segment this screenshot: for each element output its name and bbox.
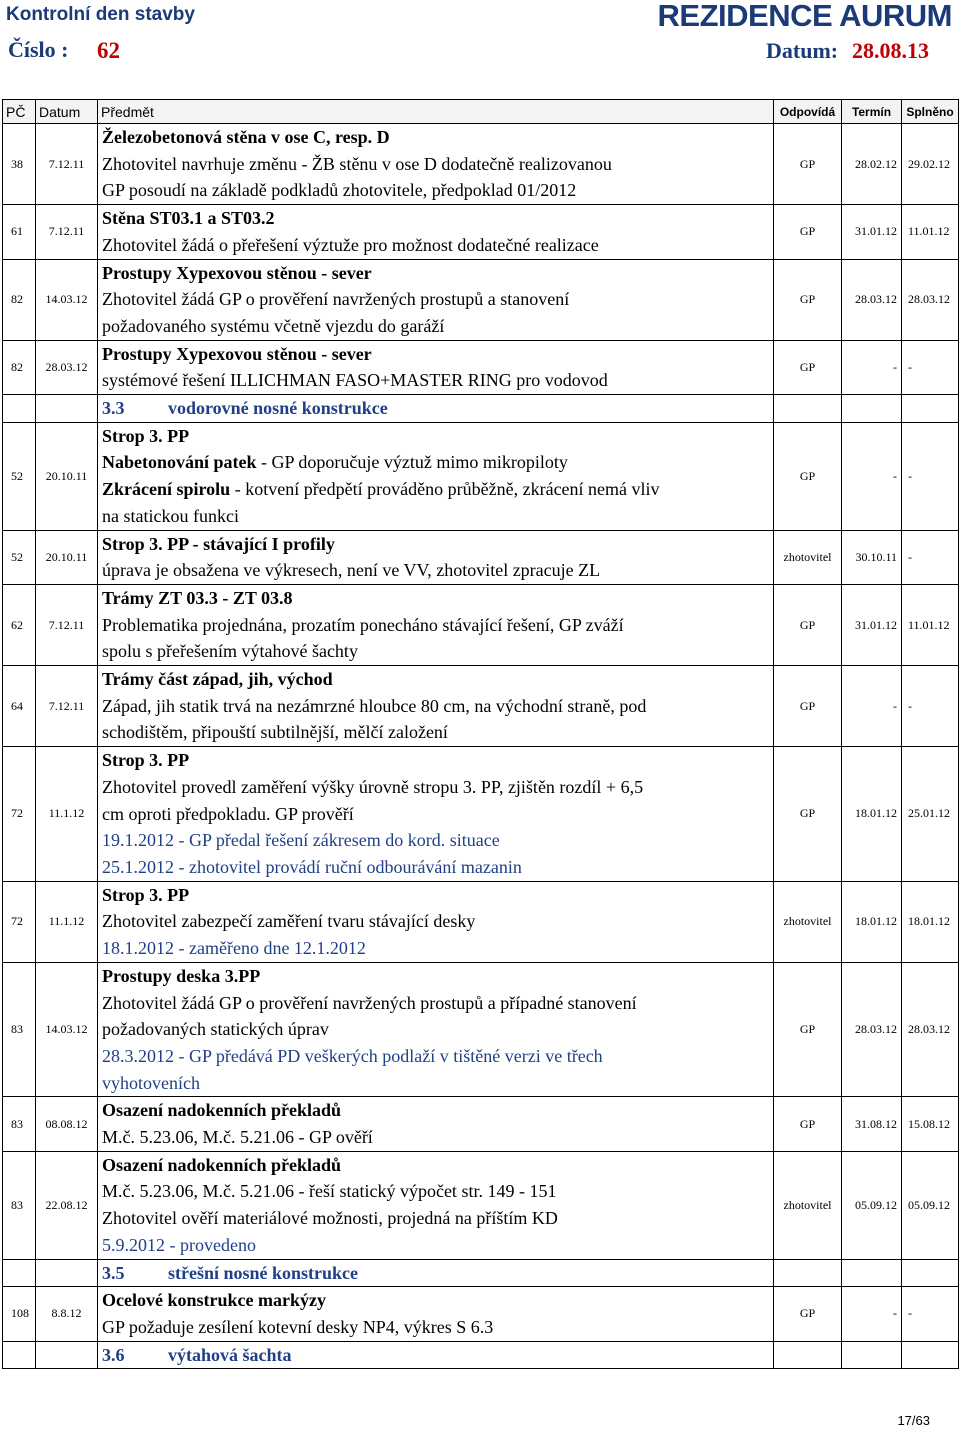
section-row [3, 1341, 959, 1369]
row-deadline: - [842, 666, 902, 747]
subject-line: M.č. 5.23.06, M.č. 5.21.06 - GP ověří [102, 1127, 373, 1148]
row-pc: 82 [3, 259, 36, 340]
row-pc: 62 [3, 584, 36, 665]
row-deadline: 28.02.12 [842, 124, 902, 205]
subject-heading: Strop 3. PP [102, 750, 190, 771]
row-responsible: GP [774, 962, 842, 1097]
row-deadline: 18.01.12 [842, 747, 902, 882]
row-deadline: - [842, 340, 902, 394]
table-header-row [3, 100, 959, 124]
col-header-predmet: Předmět [98, 100, 774, 124]
subject-line: Zhotovitel žádá GP o prověření navržených prostupů a případné stanovení [102, 992, 637, 1013]
row-date: 14.03.12 [36, 259, 98, 340]
minutes-table [2, 99, 959, 1369]
row-completed: 11.01.12 [902, 205, 959, 259]
subject-term: Zkrácení spirolu [102, 479, 231, 500]
row-completed: - [902, 340, 959, 394]
subject-update: 5.9.2012 - provedeno [102, 1234, 256, 1255]
row-subject [98, 881, 774, 962]
subject-heading: Strop 3. PP [102, 884, 190, 905]
subject-update: 19.1.2012 - GP předal řešení zákresem do kord. situace [102, 830, 500, 851]
row-date: 08.08.12 [36, 1097, 98, 1151]
row-responsible: zhotovitel [774, 881, 842, 962]
row-responsible: GP [774, 584, 842, 665]
col-header-splneno: Splněno [902, 100, 959, 124]
subject-line: požadovaného systému včetně vjezdu do garáží [102, 315, 445, 336]
row-responsible: GP [774, 747, 842, 882]
table-row [3, 584, 959, 665]
subject-heading: Osazení nadokenních překladů [102, 1154, 342, 1175]
row-pc: 72 [3, 747, 36, 882]
row-date: 11.1.12 [36, 881, 98, 962]
row-date: 20.10.11 [36, 530, 98, 584]
row-date: 28.03.12 [36, 340, 98, 394]
subject-line: požadovaných statických úprav [102, 1019, 329, 1040]
row-responsible: GP [774, 422, 842, 530]
table-row [3, 422, 959, 530]
row-pc: 83 [3, 1097, 36, 1151]
table-row [3, 962, 959, 1097]
row-responsible: GP [774, 340, 842, 394]
subject-line: GP požaduje zesílení kotevní desky NP4, výkres S 6.3 [102, 1316, 494, 1337]
row-completed: 28.03.12 [902, 962, 959, 1097]
subject-line: GP posoudí na základě podkladů zhotovitele, předpoklad 01/2012 [102, 180, 577, 201]
table-row [3, 530, 959, 584]
row-deadline: 31.08.12 [842, 1097, 902, 1151]
row-deadline: 05.09.12 [842, 1151, 902, 1259]
section-number: 3.6 [102, 1344, 125, 1365]
row-pc: 72 [3, 881, 36, 962]
row-subject [98, 584, 774, 665]
row-deadline: 31.01.12 [842, 205, 902, 259]
subject-line: Zhotovitel žádá o přeřešení výztuže pro možnost dodatečné realizace [102, 234, 599, 255]
section-title: střešní nosné konstrukce [168, 1262, 359, 1283]
subject-heading: Strop 3. PP - stávající I profily [102, 533, 335, 554]
col-header-termin: Termín [842, 100, 902, 124]
table-row [3, 747, 959, 882]
subject-line: Problematika projednána, prozatím ponecháno stávající řešení, GP zváží [102, 614, 624, 635]
table-row [3, 1287, 959, 1341]
section-heading [98, 1259, 774, 1287]
row-subject [98, 205, 774, 259]
section-heading [98, 395, 774, 423]
section-title: výtahová šachta [168, 1344, 292, 1365]
row-deadline: 31.01.12 [842, 584, 902, 665]
row-responsible: zhotovitel [774, 530, 842, 584]
row-pc: 61 [3, 205, 36, 259]
subject-line: schodištěm, připouští subtilnější, mělčí založení [102, 722, 448, 743]
row-pc: 38 [3, 124, 36, 205]
row-responsible: GP [774, 124, 842, 205]
section-row [3, 1259, 959, 1287]
subject-update: vyhotoveních [102, 1072, 200, 1093]
row-completed: 18.01.12 [902, 881, 959, 962]
row-responsible: GP [774, 1287, 842, 1341]
row-date: 7.12.11 [36, 584, 98, 665]
col-header-odpovida: Odpovídá [774, 100, 842, 124]
subject-update: 28.3.2012 - GP předává PD veškerých podlaží v tištěné verzi ve třech [102, 1045, 603, 1066]
row-date: 7.12.11 [36, 666, 98, 747]
table-row [3, 340, 959, 394]
col-header-datum: Datum [36, 100, 98, 124]
row-subject [98, 747, 774, 882]
subject-line: spolu s přeřešením výtahové šachty [102, 641, 358, 662]
row-completed: 25.01.12 [902, 747, 959, 882]
table-row [3, 259, 959, 340]
row-deadline: 18.01.12 [842, 881, 902, 962]
subject-line: cm oproti předpokladu. GP prověří [102, 803, 354, 824]
row-responsible: GP [774, 259, 842, 340]
row-date: 22.08.12 [36, 1151, 98, 1259]
section-heading [98, 1341, 774, 1369]
row-pc: 52 [3, 422, 36, 530]
row-date: 8.8.12 [36, 1287, 98, 1341]
document-title: Kontrolní den stavby [6, 4, 195, 25]
row-responsible: GP [774, 1097, 842, 1151]
row-pc: 108 [3, 1287, 36, 1341]
row-completed: - [902, 1287, 959, 1341]
table-row [3, 1097, 959, 1151]
row-deadline: 28.03.12 [842, 259, 902, 340]
subject-update: 18.1.2012 - zaměřeno dne 12.1.2012 [102, 938, 366, 959]
number-label: Číslo : [8, 37, 69, 62]
subject-heading: Železobetonová stěna v ose C, resp. D [102, 127, 390, 147]
row-completed: 28.03.12 [902, 259, 959, 340]
date-value: 28.08.13 [852, 38, 929, 63]
row-subject [98, 530, 774, 584]
row-pc: 82 [3, 340, 36, 394]
row-responsible: GP [774, 666, 842, 747]
row-date: 20.10.11 [36, 422, 98, 530]
subject-update: 25.1.2012 - zhotovitel provádí ruční odbourávání mazanin [102, 856, 522, 877]
subject-heading: Prostupy Xypexovou stěnou - sever [102, 262, 372, 283]
subject-heading: Trámy ZT 03.3 - ZT 03.8 [102, 587, 293, 608]
project-brand: REZIDENCE AURUM [657, 0, 952, 33]
row-completed: 05.09.12 [902, 1151, 959, 1259]
subject-heading: Osazení nadokenních překladů [102, 1100, 342, 1121]
subject-text: - kotvení předpětí prováděno průběžně, zkrácení nemá vliv [230, 479, 660, 500]
subject-heading: Trámy část západ, jih, východ [102, 669, 333, 690]
row-completed: 15.08.12 [902, 1097, 959, 1151]
subject-line [102, 449, 773, 476]
table-row [3, 1151, 959, 1259]
subject-line: systémové řešení ILLICHMAN FASO+MASTER RING pro vodovod [102, 370, 608, 391]
row-completed: - [902, 666, 959, 747]
page-number: 17/63 [897, 1413, 930, 1428]
subject-heading: Strop 3. PP [102, 425, 190, 446]
subject-line: Zhotovitel provedl zaměření výšky úrovně stropu 3. PP, zjištěn rozdíl + 6,5 [102, 776, 644, 797]
subject-line: na statickou funkci [102, 505, 239, 526]
section-row [3, 395, 959, 423]
subject-term: Nabetonování patek [102, 452, 257, 473]
number-value: 62 [97, 38, 120, 63]
row-date: 7.12.11 [36, 124, 98, 205]
subject-line: Zhotovitel žádá GP o prověření navržených prostupů a stanovení [102, 289, 570, 310]
row-completed: - [902, 422, 959, 530]
subject-line: úprava je obsažena ve výkresech, není ve VV, zhotovitel zpracuje ZL [102, 560, 601, 581]
subject-heading: Stěna ST03.1 a ST03.2 [102, 208, 275, 229]
subject-heading: Ocelové konstrukce markýzy [102, 1290, 326, 1311]
row-completed: 29.02.12 [902, 124, 959, 205]
row-deadline: - [842, 1287, 902, 1341]
subject-heading: Prostupy Xypexovou stěnou - sever [102, 343, 372, 364]
row-subject [98, 1151, 774, 1259]
row-subject [98, 1097, 774, 1151]
subject-line: Zhotovitel ověří materiálové možnosti, projedná na příštím KD [102, 1208, 558, 1229]
row-subject [98, 422, 774, 530]
row-completed: 11.01.12 [902, 584, 959, 665]
row-date: 14.03.12 [36, 962, 98, 1097]
row-deadline: 28.03.12 [842, 962, 902, 1097]
row-subject [98, 962, 774, 1097]
row-pc: 64 [3, 666, 36, 747]
subject-heading: Prostupy deska 3.PP [102, 965, 261, 986]
subject-line [102, 476, 773, 503]
row-subject [98, 666, 774, 747]
table-row [3, 124, 959, 205]
row-subject [98, 259, 774, 340]
table-row [3, 881, 959, 962]
row-pc: 83 [3, 962, 36, 1097]
row-completed: - [902, 530, 959, 584]
row-date: 11.1.12 [36, 747, 98, 882]
row-subject [98, 340, 774, 394]
table-row [3, 666, 959, 747]
col-header-pc: PČ [3, 100, 36, 124]
subject-line: Západ, jih statik trvá na nezámrzné hloubce 80 cm, na východní straně, pod [102, 695, 647, 716]
section-number: 3.3 [102, 398, 125, 419]
row-subject [98, 1287, 774, 1341]
row-responsible: GP [774, 205, 842, 259]
subject-line: Zhotovitel navrhuje změnu - ŽB stěnu v ose D dodatečně realizovanou [102, 153, 612, 174]
subject-line: M.č. 5.23.06, M.č. 5.21.06 - řeší statický výpočet str. 149 - 151 [102, 1181, 557, 1202]
section-number: 3.5 [102, 1262, 125, 1283]
subject-text: - GP doporučuje výztuž mimo mikropiloty [256, 452, 568, 473]
row-pc: 52 [3, 530, 36, 584]
subject-line: Zhotovitel zabezpečí zaměření tvaru stávající desky [102, 911, 476, 932]
row-deadline: 30.10.11 [842, 530, 902, 584]
table-row [3, 205, 959, 259]
date-label: Datum: [766, 38, 839, 63]
row-responsible: zhotovitel [774, 1151, 842, 1259]
row-subject [98, 124, 774, 205]
row-deadline: - [842, 422, 902, 530]
row-date: 7.12.11 [36, 205, 98, 259]
section-title: vodorovné nosné konstrukce [168, 398, 388, 419]
row-pc: 83 [3, 1151, 36, 1259]
